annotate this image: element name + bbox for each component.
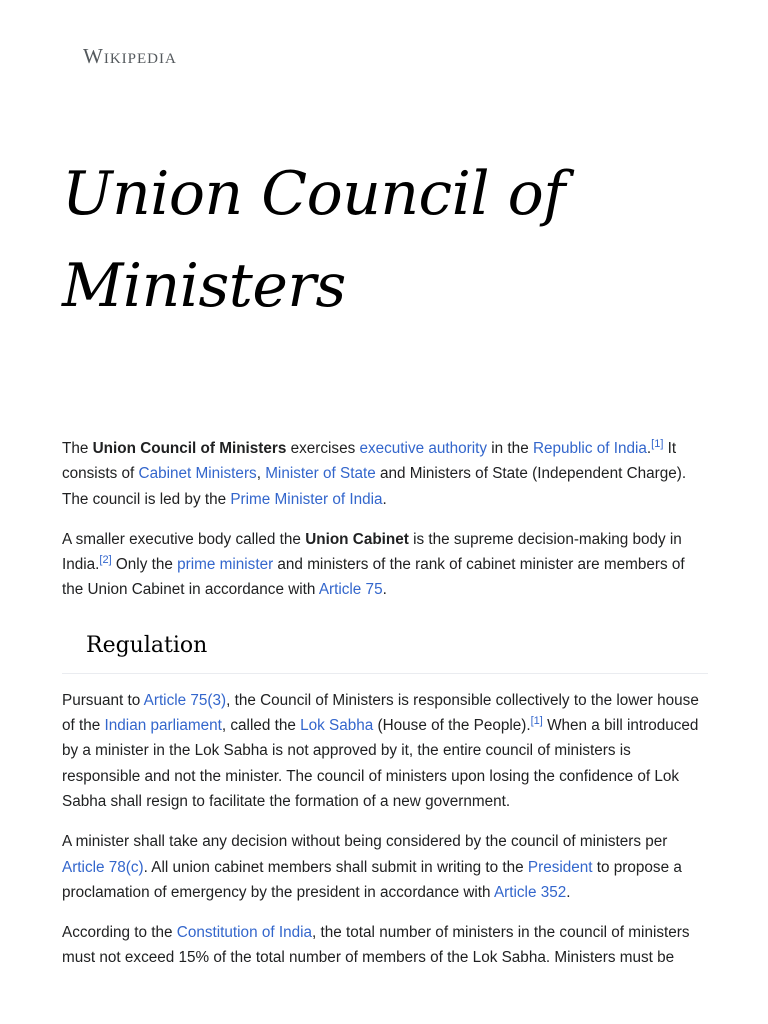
link-indian-parliament[interactable]: Indian parliament — [104, 717, 222, 735]
citation-link[interactable]: [2] — [99, 554, 112, 567]
text: Pursuant to — [62, 691, 144, 709]
link-executive-authority[interactable]: executive authority — [359, 440, 488, 457]
citation-ref — [651, 438, 663, 450]
link-article-75-3[interactable]: Article 75(3) — [143, 691, 227, 709]
link-president[interactable]: President — [527, 858, 593, 876]
text: A minister shall take any decision without being considered by the council of ministers per — [62, 833, 668, 851]
text: . — [382, 581, 387, 599]
text: When a bill introduced by a minister in the Lok Sabha is not approved by it, the entire council of ministers is responsible and not the minister. The council of ministers upon losing the confidence of Lok Sabha shall resign to facilitate the formation of a new government. — [62, 717, 699, 810]
citation-link[interactable]: [1] — [651, 437, 664, 450]
text: The — [62, 440, 93, 457]
text: to propose a proclamation of emergency by the president in accordance with — [62, 858, 682, 901]
citation-ref — [531, 715, 543, 727]
text: , — [256, 465, 266, 483]
text: , the Council of Ministers is responsible collectively to the lower house of the — [62, 691, 699, 735]
text: . — [566, 883, 571, 901]
text: A smaller executive body called the — [62, 530, 306, 548]
text: . — [646, 440, 652, 457]
article-body — [62, 436, 708, 986]
link-article-75[interactable]: Article 75 — [318, 581, 383, 599]
citation-ref — [99, 554, 111, 566]
text: exercises — [286, 440, 360, 457]
link-lok-sabha[interactable]: Lok Sabha — [300, 717, 374, 735]
text: in the — [487, 440, 533, 457]
regulation-paragraph-2 — [62, 829, 708, 905]
page-title: Union Council of Ministers — [62, 159, 565, 321]
bold-term: Union Council of Ministers — [92, 440, 287, 457]
text: Only the — [111, 556, 178, 574]
text: , the total number of ministers in the council of ministers must not exceed 15% of the total number of members of the Lok Sabha. Ministers must be — [62, 924, 690, 967]
text: is the supreme decision-making body in India. — [62, 530, 682, 574]
text: and ministers of the rank of cabinet minister are members of the Union Cabinet in accordance with — [62, 556, 685, 599]
lead-paragraph-2 — [62, 527, 708, 603]
text: According to the — [62, 924, 177, 942]
section-heading-regulation[interactable]: Regulation — [62, 631, 708, 674]
link-article-352[interactable]: Article 352 — [493, 883, 567, 901]
link-constitution-of-india[interactable]: Constitution of India — [176, 924, 313, 942]
link-cabinet-ministers[interactable]: Cabinet Ministers — [138, 465, 257, 483]
link-minister-of-state[interactable]: Minister of State — [265, 465, 376, 483]
link-republic-of-india[interactable]: Republic of India — [532, 440, 647, 457]
lead-paragraph-1 — [62, 436, 708, 512]
link-prime-minister[interactable]: prime minister — [177, 556, 274, 574]
text: (House of the People). — [373, 717, 531, 735]
text: . — [382, 490, 387, 508]
wikipedia-wordmark[interactable]: Wikipedia — [83, 44, 177, 68]
text: . All union cabinet members shall submit in writing to the — [143, 858, 528, 876]
text: and Ministers of State (Independent Charge). The council is led by the — [62, 465, 687, 508]
text: , called the — [221, 717, 301, 735]
regulation-paragraph-3 — [62, 920, 708, 971]
text: It consists of — [62, 440, 677, 483]
link-prime-minister-of-india[interactable]: Prime Minister of India — [230, 490, 383, 508]
bold-term: Union Cabinet — [305, 530, 409, 548]
link-article-78c[interactable]: Article 78(c) — [62, 858, 144, 876]
regulation-paragraph-1 — [62, 688, 708, 814]
citation-link[interactable]: [1] — [530, 714, 543, 727]
